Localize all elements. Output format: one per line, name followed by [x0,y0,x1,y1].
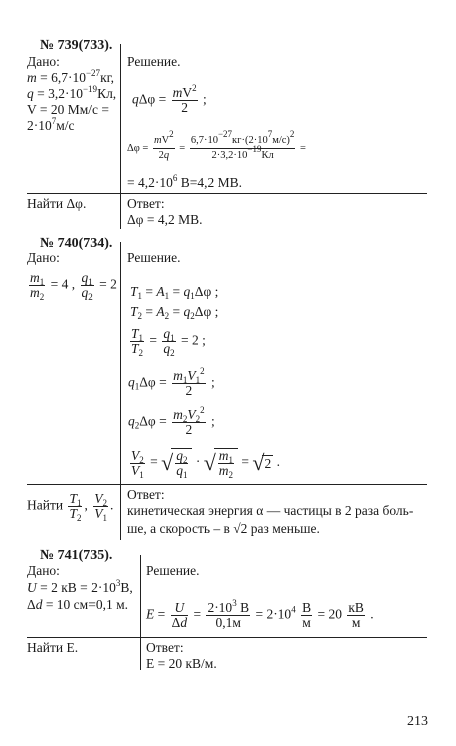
given-label-741: Дано: [27,563,60,578]
formula-ratio-740: $\frac{T_1}{T_2}$ = $\frac{q_1}{q_2}$ = 2 ; [131,326,206,358]
given-charge: $q = 3,2\cdot 10^{-19}Кл$, [27,84,117,101]
formula-field-741: E = $\frac{U}{\Delta d}$ = $\frac{2\cdot 10^3 В}{0,1м}$ = $2\cdot 10^4$ $\frac{В}{м}$ = 20 $\frac{кВ}{м}$ . [146,598,374,630]
page-number: 213 [407,714,428,729]
rule-740 [27,484,427,485]
given-ratios-740: $\frac{m_1}{m_2}$ = 4 , $\frac{q_1}{q_2}$ = 2 [30,270,117,302]
solution-label-740: Решение. [127,250,181,265]
divider-739 [120,44,121,229]
formula-potential-739: Δφ = $\frac{mV^2}{2q}$ = $\frac{6,7\cdot 10^{-27}кг\cdot(2\cdot 10^7м/с)^2}{2\cdot 3,2\cdot 10^{-19}Кл}$ = [127,129,306,161]
given-voltage: U = 2 кВ = $2\cdot 10^3В$, [27,578,133,595]
given-label-740: Дано: [27,250,60,265]
given-distance: Δd = 10 см=0,1 м. [27,597,128,612]
problem-739-number: № 739(733). [40,38,113,53]
formula-velocity-ratio-740: $\frac{V_2}{V_1}$ = √ $\frac{q_2}{q_1}$ · √ $\frac{m_1}{m_2}$ = √2 . [131,447,280,480]
solution-label-739: Решение. [127,54,181,69]
formula-t1-740: $T_1 = A_1 = q_1\Delta\varphi$ ; [130,284,219,301]
answer-label-739: Ответ: [127,196,165,211]
result-739: = $4,2\cdot 10^6$ В=4,2 МВ. [127,173,242,190]
answer-739: Δφ = 4,2 МВ. [127,212,203,227]
given-velocity-si: $2\cdot 10^7м/с$ [27,116,75,133]
answer-741: E = 20 кВ/м. [146,656,217,671]
answer-label-740: Ответ: [127,487,165,502]
answer-label-741: Ответ: [146,640,184,655]
find-741: Найти E. [27,640,79,655]
find-739: Найти Δφ. [27,196,87,211]
problem-740-number: № 740(734). [40,236,113,251]
rule-739 [27,193,427,194]
formula-energy-739: qΔφ = $\frac{mV^2}{2}$ ; [132,83,207,115]
answer-740-line1: кинетическая энергия α — частицы в 2 раза боль- [127,503,414,518]
problem-741-number: № 741(735). [40,548,113,563]
find-740: Найти $\frac{T_1}{T_2}$ , $\frac{V_2}{V_1}$ . [27,491,114,523]
formula-q1-740: $q_1\Delta\varphi$ = $\frac{m_1V_1^2}{2}$ ; [128,366,215,398]
given-mass: $m = 6,7\cdot 10^{-27}кг$, [27,68,115,85]
divider-741 [140,555,141,670]
formula-t2-740: $T_2 = A_2 = q_2\Delta\varphi$ ; [130,304,219,321]
rule-741 [27,637,427,638]
formula-q2-740: $q_2\Delta\varphi$ = $\frac{m_2V_2^2}{2}$ ; [128,405,215,437]
given-velocity: V = 20 Мм/с = [27,102,110,117]
given-label-739: Дано: [27,54,60,69]
answer-740-line2: ше, а скорость – в √2 раз меньше. [127,521,320,536]
solution-label-741: Решение. [146,563,200,578]
divider-740 [120,242,121,540]
